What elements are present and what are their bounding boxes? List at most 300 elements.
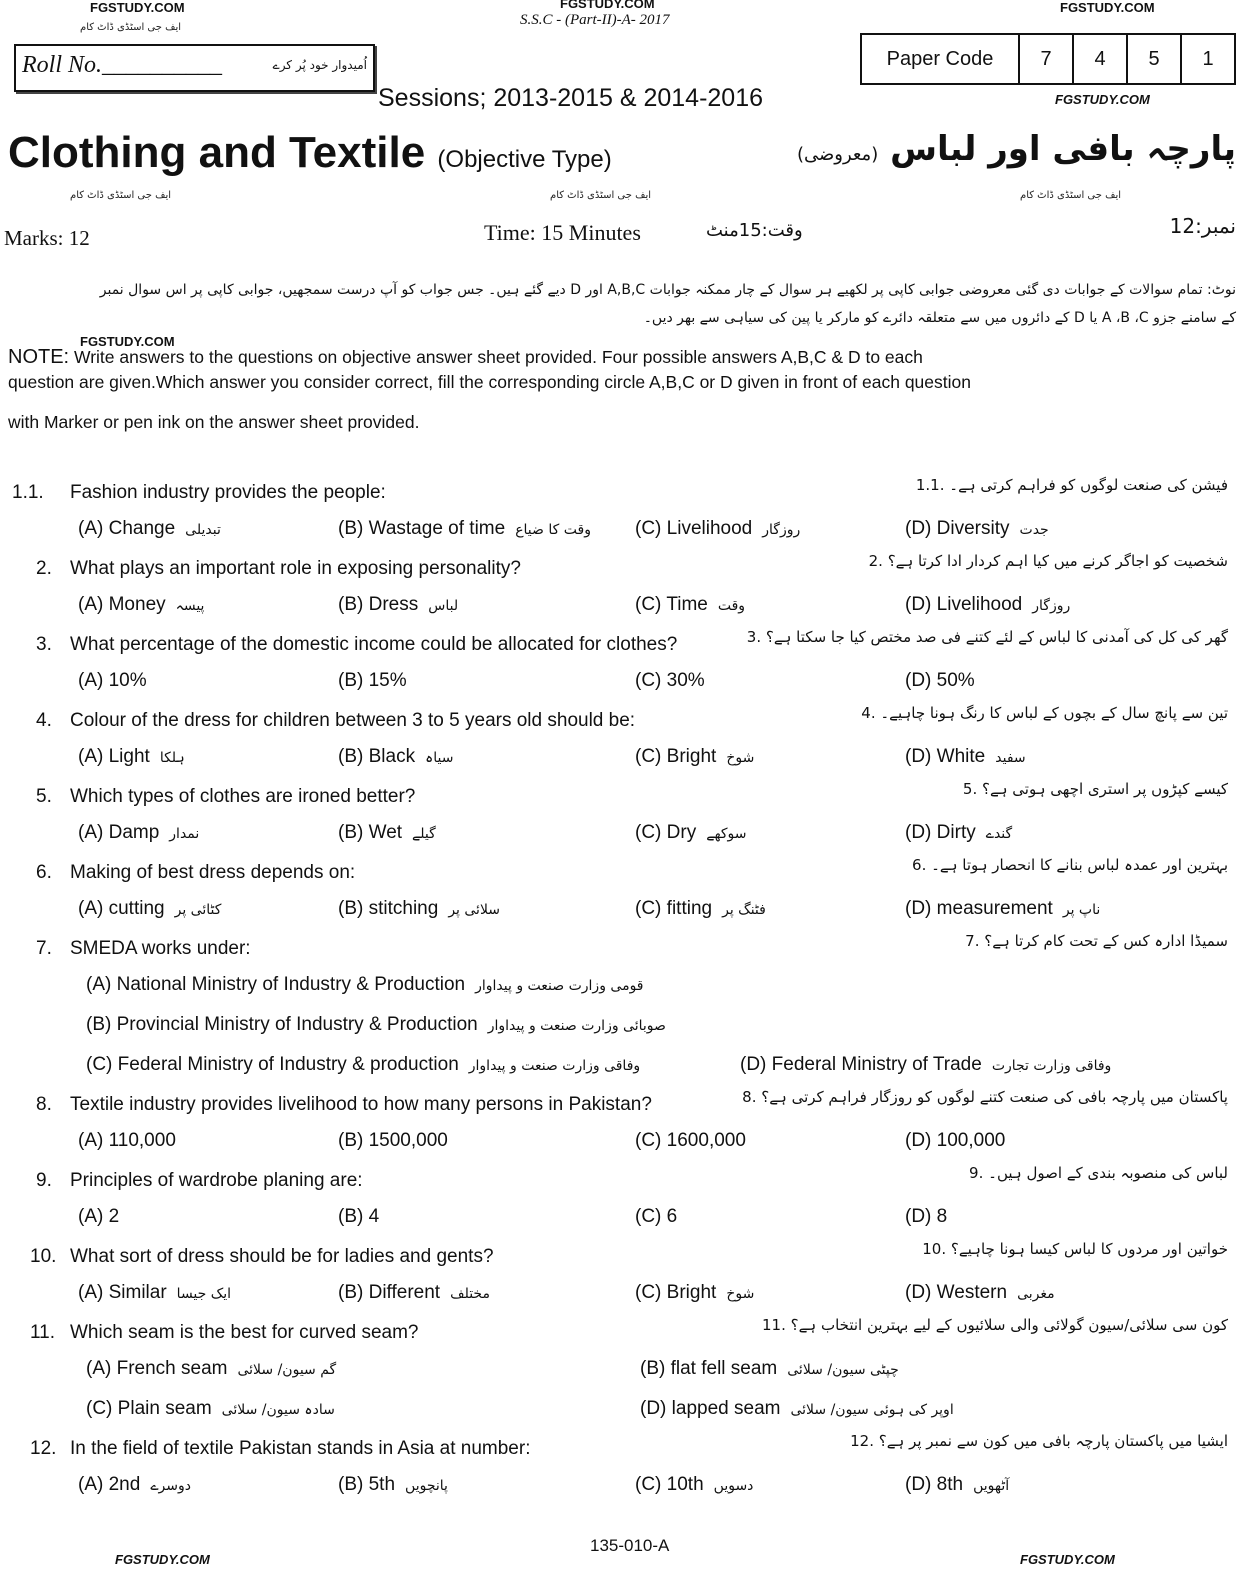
question-line [0,780,1250,816]
question-number: 6. [36,862,52,883]
option-letter: (B) [640,1358,666,1379]
options-row [0,740,1250,780]
paper-code-digit: 1 [1180,35,1234,83]
question-number: 11. [30,1322,56,1343]
question-urdu [969,1164,1228,1182]
option-urdu: سفید [995,750,1026,766]
option-text: Time [666,594,708,615]
question-number: 12. [30,1438,57,1459]
option-letter: (B) [86,1014,112,1035]
option-text: Western [936,1282,1008,1303]
option-urdu: نمدار [169,826,200,842]
option-letter: (D) [905,518,932,539]
question-number: 1.1. [12,482,44,503]
option-urdu: ہلکا [159,750,185,766]
option-text: 100,000 [936,1130,1006,1151]
question-urdu [869,552,1228,570]
option-text: stitching [368,898,439,919]
option-letter: (C) [86,1398,113,1419]
option-letter: (C) [635,1282,662,1303]
option-urdu: سیاہ [425,750,454,766]
question-urdu-text: سمیڈا ادارہ کس کے تحت کام کرتا ہے؟ [984,932,1228,950]
question-block [0,628,1250,704]
option-c[interactable] [635,594,745,616]
question-urdu-text: بہترین اور عمدہ لباس بنانے کا انحصار ہوتا ہے۔ [931,856,1228,874]
option-b[interactable] [338,822,436,844]
option-urdu: گندے [985,826,1013,842]
option-letter: (A) [78,746,104,767]
question-urdu [747,628,1228,646]
paper-code-digit: 5 [1126,35,1180,83]
option-c[interactable] [635,822,747,844]
question-block [0,1316,1250,1432]
question-line [0,1164,1250,1200]
option-text: 5th [368,1474,396,1495]
question-number: 3. [36,634,52,655]
option-text: Federal Ministry of Industry & production [117,1054,459,1075]
option-urdu: وقت [717,598,746,614]
question-urdu-text: کیسے کپڑوں پر استری اچھی ہوتی ہے؟ [982,780,1228,798]
option-d[interactable] [905,1474,1009,1496]
question-urdu-number: .10 [922,1240,947,1258]
option-d[interactable] [905,670,975,692]
question-text: Textile industry provides livelihood to how many persons in Pakistan? [70,1094,652,1115]
questions-list [0,476,1250,1508]
note-urdu-2: کے سامنے جزو A ،B ،C یا D کے دائروں میں سے متعلقہ دائرے کو مارکر یا پین کی سیاہی سے بھر دیں۔ [643,310,1236,326]
option-letter: (B) [338,594,364,615]
note-text: Write answers to the questions on objective answer sheet provided. Four possible answers A,B,C & D to each [74,347,923,367]
options-row [0,1048,1250,1088]
option-letter: (A) [86,1358,112,1379]
question-urdu-text: گھر کی کل کی آمدنی کا لباس کے لئے کتنے فی صد مختص کیا جا سکتا ہے؟ [765,628,1228,646]
paper-code-digit: 7 [1018,35,1072,83]
title-urdu: پارچہ بافی اور لباس [890,129,1236,169]
subtitle: (Objective Type) [437,146,612,173]
question-line [0,1432,1250,1468]
option-a[interactable] [86,1358,336,1380]
note-en-1 [8,346,923,369]
option-a[interactable] [78,746,185,768]
question-number: 4. [36,710,52,731]
option-text: 8th [936,1474,964,1495]
option-c[interactable] [635,746,754,768]
footer-code: 135-010-A [590,1536,670,1555]
question-number: 8. [36,1094,52,1115]
option-letter: (A) [78,518,104,539]
option-letter: (D) [740,1054,767,1075]
option-b[interactable] [338,1474,448,1496]
option-urdu: گیلے [412,826,436,842]
option-b[interactable] [338,746,454,768]
watermark: FGSTUDY.COM [1020,1552,1115,1567]
question-block [0,780,1250,856]
watermark: FGSTUDY.COM [90,0,185,15]
marks: Marks: 12 [4,226,90,250]
option-letter: (B) [338,746,364,767]
options-row [0,1124,1250,1164]
option-c[interactable] [635,1474,753,1496]
option-c[interactable] [635,1206,677,1228]
option-urdu: آٹھویں [973,1478,1010,1494]
option-letter: (C) [635,898,662,919]
option-letter: (A) [86,974,112,995]
option-urdu: دسویں [713,1478,754,1494]
question-urdu-number: .8 [742,1088,757,1106]
option-text: Black [368,746,416,767]
option-b[interactable] [338,670,407,692]
option-letter: (C) [86,1054,113,1075]
option-text: Change [108,518,176,539]
option-letter: (D) [905,670,932,691]
option-text: 1500,000 [368,1130,448,1151]
question-urdu-text: شخصیت کو اجاگر کرنے میں کیا اہم کردار ادا کرتا ہے؟ [887,552,1228,570]
question-text: Fashion industry provides the people: [70,482,386,503]
question-text: What sort of dress should be for ladies and gents? [70,1246,494,1267]
watermark: FGSTUDY.COM [1060,0,1155,15]
option-text: Damp [108,822,160,843]
option-urdu: پانچویں [405,1478,448,1494]
option-c[interactable] [635,1282,754,1304]
question-text: Making of best dress depends on: [70,862,356,883]
marks-urdu: نمبر:12 [1169,214,1236,238]
option-text: 10% [108,670,147,691]
question-urdu-number: .5 [962,780,978,798]
option-urdu: روزگار [1032,598,1071,614]
question-block [0,552,1250,628]
option-text: 8 [936,1206,948,1227]
option-text: 110,000 [108,1130,176,1151]
option-letter: (B) [338,1282,364,1303]
option-text: 10th [666,1474,704,1495]
option-urdu: گم سیون/ سلائی [237,1362,337,1378]
option-urdu: لباس [428,598,459,614]
option-c[interactable] [86,1054,640,1076]
note-en-3: with Marker or pen ink on the answer sheet provided. [8,412,420,432]
option-b[interactable] [640,1358,899,1380]
question-block [0,1432,1250,1508]
option-c[interactable] [86,1398,335,1420]
option-text: 6 [666,1206,678,1227]
watermark: FGSTUDY.COM [115,1552,210,1567]
options-row [0,664,1250,704]
question-urdu-number: .2 [868,552,883,570]
option-text: Provincial Ministry of Industry & Production [116,1014,478,1035]
question-urdu [762,1316,1228,1334]
option-urdu: تبدیلی [185,522,221,538]
question-block [0,704,1250,780]
question-urdu-number: .3 [746,628,762,646]
option-letter: (A) [78,670,104,691]
watermark-urdu: ایف جی اسٹڈی ڈاٹ کام [70,190,172,201]
option-d[interactable] [905,1206,947,1228]
roll-number-box[interactable] [14,44,375,92]
watermark: FGSTUDY.COM [560,0,655,11]
watermark-urdu: ایف جی اسٹڈی ڈاٹ کام [550,190,652,201]
option-a[interactable] [78,1474,191,1496]
option-text: Different [368,1282,441,1303]
option-c[interactable] [635,1130,746,1152]
question-block [0,1240,1250,1316]
question-urdu-text: لباس کی منصوبہ بندی کے اصول ہیں۔ [988,1164,1228,1182]
option-text: Dress [368,594,419,615]
options-row [0,1276,1250,1316]
option-c[interactable] [635,670,705,692]
option-text: Bright [666,1282,717,1303]
title-text: Clothing and Textile [8,128,426,177]
question-block [0,1088,1250,1164]
option-a[interactable] [86,974,644,996]
question-urdu [965,932,1228,950]
question-urdu [912,856,1228,874]
option-urdu: شوخ [726,750,755,766]
option-text: 2nd [108,1474,141,1495]
option-a[interactable] [78,1130,176,1152]
option-urdu: ایک جیسا [176,1286,232,1302]
paper-code-digit: 4 [1072,35,1126,83]
option-urdu: جدت [1019,522,1049,538]
question-urdu-text: ایشیا میں پاکستان پارچہ بافی میں کون سے نمبر پر ہے؟ [878,1432,1228,1450]
note-en-2: question are given.Which answer you consider correct, fill the corresponding circle A,B,C or D given in front of each question [8,372,971,392]
question-urdu-number: .12 [850,1432,874,1450]
option-urdu: صوبائی وزارت صنعت و پیداوار [487,1018,666,1034]
option-text: Money [108,594,166,615]
option-letter: (B) [338,670,364,691]
option-text: 15% [368,670,407,691]
option-text: 30% [666,670,705,691]
watermark: FGSTUDY.COM [1055,92,1150,107]
note-urdu-1: نوٹ: تمام سوالات کے جوابات دی گئی معروضی جوابی کاپی پر لکھیے ہر سوال کے چار ممکنہ جوابات A,B,C اور D دیے گئے ہیں۔ جس جواب کو آپ درست سمجھیں، جوابی کاپی پر اس سوال نمبر [99,282,1236,298]
option-d[interactable] [740,1054,1111,1076]
option-letter: (A) [78,594,104,615]
option-b[interactable] [338,1206,379,1228]
option-urdu: چپٹی سیون/ سلائی [787,1362,899,1378]
option-d[interactable] [905,594,1070,616]
subtitle-urdu: (معروضی) [796,144,879,165]
options-row [0,892,1250,932]
option-text: 1600,000 [666,1130,746,1151]
question-urdu-text: پاکستان میں پارچہ بافی کی صنعت کتنے لوگوں کو روزگار فراہم کرتی ہے؟ [761,1088,1228,1106]
question-line [0,1088,1250,1124]
option-d[interactable] [905,822,1012,844]
question-urdu [963,780,1228,798]
option-a[interactable] [78,670,147,692]
question-text: What plays an important role in exposing personality? [70,558,521,579]
option-a[interactable] [78,898,221,920]
question-urdu-text: خواتین اور مردوں کا لباس کیسا ہونا چاہیے؟ [950,1240,1228,1258]
option-urdu: وفاقی وزارت صنعت و پیداوار [468,1058,641,1074]
question-urdu [916,476,1228,494]
question-text: In the field of textile Pakistan stands in Asia at number: [70,1438,531,1459]
roll-number-urdu: اُمیدوار خود پُر کرے [272,58,367,72]
option-a[interactable] [78,518,221,540]
time: Time: 15 Minutes [484,220,641,245]
option-text: Wastage of time [368,518,506,539]
options-row [0,588,1250,628]
question-text: SMEDA works under: [70,938,251,959]
option-b[interactable] [338,1282,490,1304]
option-urdu: دوسرے [150,1478,191,1494]
option-text: Bright [666,746,717,767]
question-line [0,1240,1250,1276]
option-text: Livelihood [936,594,1023,615]
question-urdu-text: فیشن کی صنعت لوگوں کو فراہم کرتی ہے۔ [949,476,1228,494]
option-text: National Ministry of Industry & Production [116,974,466,995]
option-text: fitting [666,898,713,919]
option-a[interactable] [78,1206,119,1228]
option-urdu: پیسہ [175,598,205,614]
option-urdu: مغربی [1017,1286,1055,1302]
question-urdu-number: .1.1 [915,476,945,494]
question-urdu-number: .7 [965,932,980,950]
option-a[interactable] [78,822,199,844]
option-letter: (C) [635,518,662,539]
question-number: 2. [36,558,52,579]
option-text: Dirty [936,822,976,843]
option-urdu: کٹائی پر [174,902,222,918]
option-d[interactable] [905,746,1026,768]
question-urdu-number: .6 [912,856,927,874]
option-text: Plain seam [117,1398,212,1419]
question-urdu-number: .11 [762,1316,786,1334]
option-b[interactable] [338,1130,448,1152]
option-d[interactable] [905,1282,1055,1304]
subject-title-urdu [797,128,1236,169]
question-urdu-text: تین سے پانچ سال کے بچوں کے لباس کا رنگ ہونا چاہیے۔ [880,704,1228,722]
question-line [0,552,1250,588]
option-text: Livelihood [666,518,753,539]
option-b[interactable] [86,1014,666,1036]
subject-title [8,128,612,178]
option-urdu: اوپر کی ہوئی سیون/ سلائی [790,1402,954,1418]
option-c[interactable] [635,518,800,540]
options-row [0,1468,1250,1508]
paper-code-box [860,33,1236,85]
option-letter: (D) [905,1282,932,1303]
question-urdu-text: کون سی سلائی/سیون گولائی والی سلائیوں کے لیے بہترین انتخاب ہے؟ [790,1316,1228,1334]
option-a[interactable] [78,594,204,616]
question-urdu-number: .9 [969,1164,984,1182]
question-urdu-number: .4 [861,704,876,722]
option-letter: (D) [905,1474,932,1495]
question-block [0,932,1250,1088]
question-text: Colour of the dress for children between 3 to 5 years old should be: [70,710,636,731]
options-row [0,816,1250,856]
option-text: Dry [666,822,697,843]
option-text: cutting [108,898,165,919]
question-number: 9. [36,1170,52,1191]
option-text: Light [108,746,150,767]
option-text: Wet [368,822,403,843]
option-b[interactable] [338,594,458,616]
question-text: Principles of wardrobe planing are: [70,1170,363,1191]
option-urdu: مختلف [450,1286,490,1302]
option-letter: (A) [78,1474,104,1495]
option-letter: (B) [338,898,364,919]
option-urdu: سلائی پر [448,902,501,918]
option-d[interactable] [905,518,1049,540]
option-letter: (C) [635,1206,662,1227]
option-letter: (D) [905,1206,932,1227]
question-number: 5. [36,786,52,807]
options-row [0,1352,1250,1392]
option-text: 4 [368,1206,380,1227]
question-urdu [742,1088,1228,1106]
option-d[interactable] [905,1130,1005,1152]
option-letter: (A) [78,898,104,919]
roll-number-label: Roll No.__________ [22,52,223,78]
option-letter: (D) [905,594,932,615]
option-b[interactable] [338,518,591,540]
option-text: 50% [936,670,975,691]
sessions: Sessions; 2013-2015 & 2014-2016 [378,84,764,112]
exam-name: S.S.C - (Part-II)-A- 2017 [520,12,670,28]
option-urdu: وفاقی وزارت تجارت [991,1058,1112,1074]
options-row [0,1200,1250,1240]
option-letter: (B) [338,822,364,843]
option-letter: (A) [78,1206,104,1227]
option-urdu: شوخ [726,1286,755,1302]
question-line [0,1316,1250,1352]
option-urdu: سوکھے [706,826,747,842]
option-d[interactable] [640,1398,954,1420]
option-text: White [936,746,986,767]
question-line [0,856,1250,892]
question-urdu [850,1432,1228,1450]
option-urdu: سادہ سیون/ سلائی [221,1402,335,1418]
option-text: flat fell seam [670,1358,778,1379]
question-line [0,704,1250,740]
note-label: NOTE: [8,346,70,368]
watermark-urdu: ایف جی اسٹڈی ڈاٹ کام [1020,190,1122,201]
option-b[interactable] [338,898,500,920]
option-d[interactable] [905,898,1100,920]
option-letter: (B) [338,1474,364,1495]
option-text: Diversity [936,518,1010,539]
option-letter: (D) [905,898,932,919]
option-text: 2 [108,1206,120,1227]
option-urdu: روزگار [762,522,801,538]
option-letter: (D) [905,746,932,767]
option-text: Similar [108,1282,167,1303]
option-letter: (C) [635,594,662,615]
option-letter: (C) [635,746,662,767]
options-row [0,968,1250,1008]
option-letter: (D) [905,822,932,843]
paper-code-label: Paper Code [886,47,994,70]
option-urdu: ناپ پر [1062,902,1101,918]
option-letter: (D) [640,1398,667,1419]
time-urdu: وقت:15منٹ [706,220,803,241]
option-text: French seam [116,1358,228,1379]
options-row [0,1392,1250,1432]
option-text: Federal Ministry of Trade [771,1054,982,1075]
question-text: Which seam is the best for curved seam? [70,1322,419,1343]
question-block [0,476,1250,552]
question-line [0,932,1250,968]
question-urdu [922,1240,1228,1258]
question-number: 7. [36,938,52,959]
option-urdu: قومی وزارت صنعت و پیداوار [475,978,644,994]
option-urdu: فٹنگ پر [722,902,766,918]
option-c[interactable] [635,898,766,920]
question-block [0,856,1250,932]
question-line [0,476,1250,512]
option-a[interactable] [78,1282,231,1304]
watermark: FGSTUDY.COM [80,334,175,349]
options-row [0,512,1250,552]
option-letter: (C) [635,822,662,843]
watermark-urdu: ایف جی اسٹڈی ڈاٹ کام [80,22,182,33]
